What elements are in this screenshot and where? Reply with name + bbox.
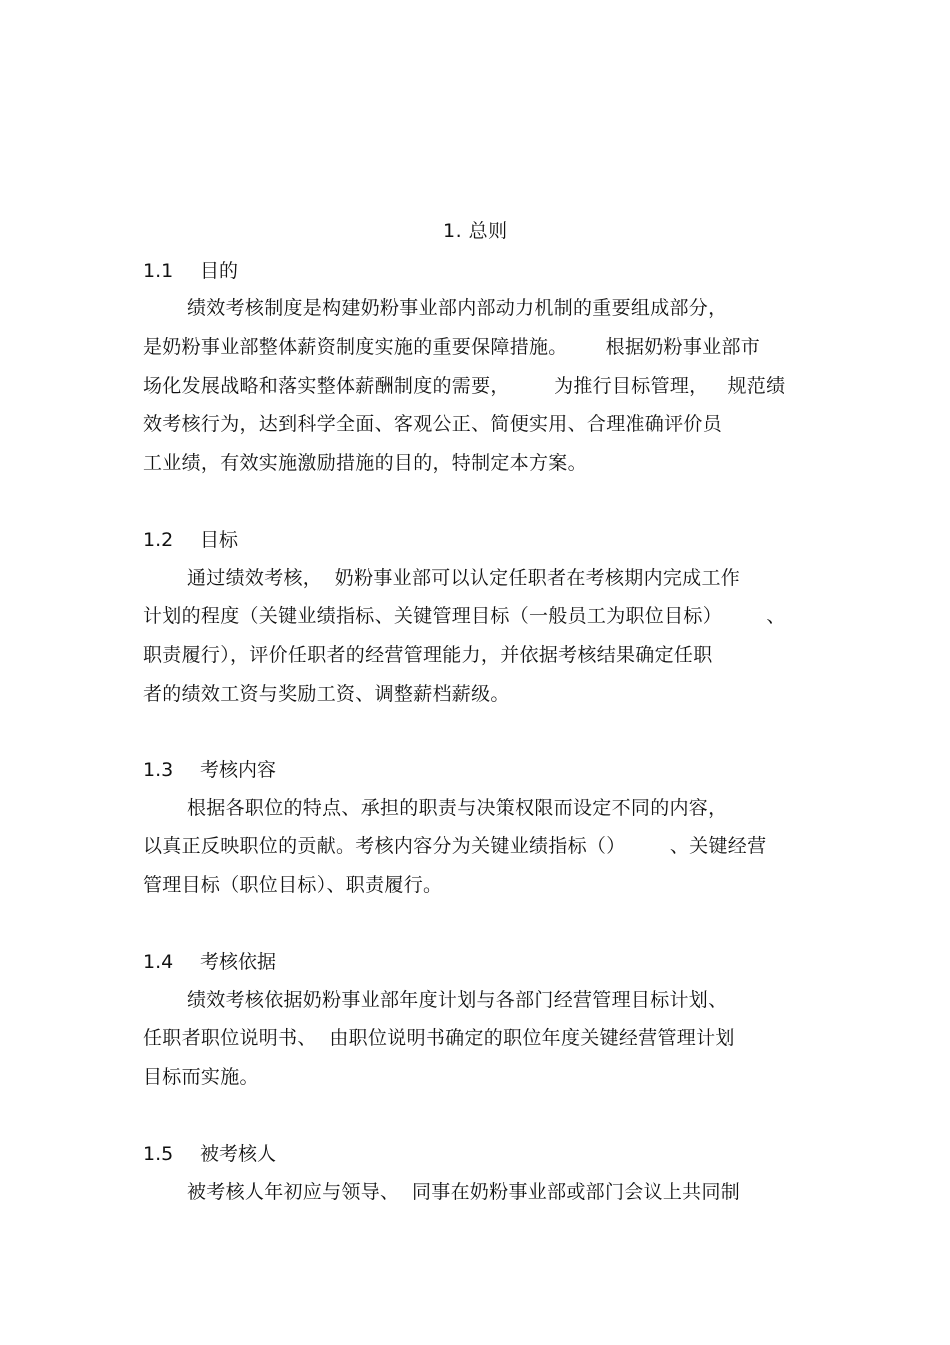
paragraph-line: 效考核行为，达到科学全面、客观公正、简便实用、合理准确评价员 [143, 413, 723, 435]
paragraph-line: 被考核人年初应与领导、 同事在奶粉事业部或部门会议上共同制 [187, 1181, 741, 1203]
section-title: 被考核人 [200, 1143, 277, 1165]
section-number: 1.5 [143, 1143, 174, 1165]
section-heading-1-2 [143, 525, 238, 552]
paragraph-line: 通过绩效考核， 奶粉事业部可以认定任职者在考核期内完成工作 [187, 567, 741, 589]
paragraph-line: 目标而实施。 [143, 1066, 259, 1088]
paragraph-line: 职责履行），评价任职者的经营管理能力，并依据考核结果确定任职 [143, 644, 713, 666]
section-number: 1.4 [143, 951, 174, 973]
paragraph-line: 者的绩效工资与奖励工资、调整薪档薪级。 [143, 683, 510, 705]
paragraph-line: 场化发展战略和落实整体薪酬制度的需要， 为推行目标管理， 规范绩 [143, 375, 786, 397]
paragraph-line: 绩效考核制度是构建奶粉事业部内部动力机制的重要组成部分， [187, 297, 728, 319]
section-heading-1-4 [143, 947, 276, 974]
section-number: 1.1 [143, 260, 174, 282]
section-title: 考核依据 [200, 951, 277, 973]
paragraph-line: 工业绩，有效实施激励措施的目的，特制定本方案。 [143, 452, 587, 474]
section-heading-1-5 [143, 1139, 276, 1166]
section-number: 1.3 [143, 759, 174, 781]
section-title: 考核内容 [200, 759, 277, 781]
section-title: 目的 [200, 260, 239, 282]
section-number: 1.2 [143, 529, 174, 551]
paragraph-line: 计划的程度（关键业绩指标、关键管理目标（一般员工为职位目标） 、 [143, 605, 786, 627]
paragraph-line: 任职者职位说明书、 由职位说明书确定的职位年度关键经营管理计划 [143, 1027, 735, 1049]
paragraph-line: 是奶粉事业部整体薪资制度实施的重要保障措施。 根据奶粉事业部市 [143, 336, 761, 358]
paragraph-line: 管理目标（职位目标）、职责履行。 [143, 874, 443, 896]
paragraph-line: 根据各职位的特点、承担的职责与决策权限而设定不同的内容， [187, 797, 728, 819]
paragraph-line: 绩效考核依据奶粉事业部年度计划与各部门经营管理目标计划、 [187, 989, 728, 1011]
section-heading-1-1 [143, 256, 238, 283]
section-heading-1-3 [143, 755, 276, 782]
page-title: 1. 总则 [443, 220, 508, 242]
section-title: 目标 [200, 529, 239, 551]
paragraph-line: 以真正反映职位的贡献。考核内容分为关键业绩指标（） 、关键经营 [143, 835, 767, 857]
